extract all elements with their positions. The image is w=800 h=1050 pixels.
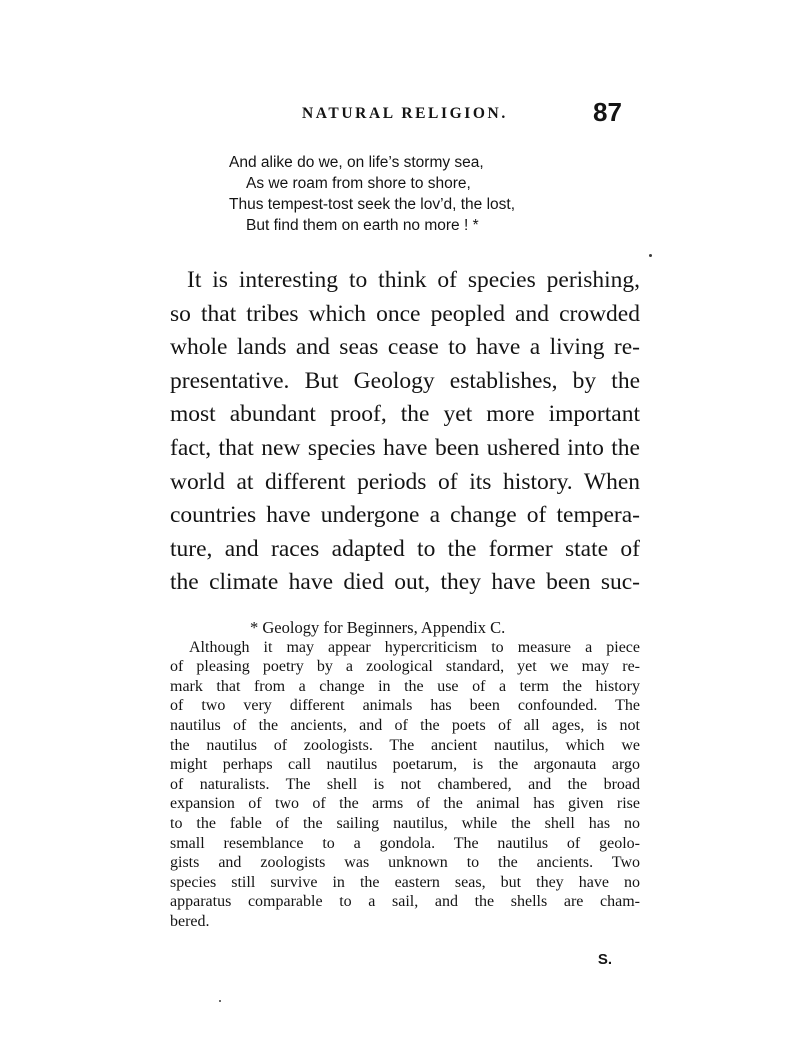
footnote-line: bered. <box>170 912 210 930</box>
footnote-line: expansion of two of the arms of the animal has given rise <box>170 795 640 813</box>
body-line: so that tribes which once peopled and crowded <box>170 300 640 327</box>
footnote-line: apparatus comparable to a sail, and the shells are cham- <box>170 893 640 911</box>
footnote-line: species still survive in the eastern seas, but they have no <box>170 873 640 891</box>
body-line: whole lands and seas cease to have a living re- <box>170 334 640 361</box>
footnote-block <box>170 618 640 968</box>
footnote-line: might perhaps call nautilus poetarum, is the argonauta argo <box>170 756 640 774</box>
verse-line: As we roam from shore to shore, <box>246 175 471 192</box>
verse-line: But find them on earth no more ! * <box>246 217 479 234</box>
body-line: the climate have died out, they have been suc- <box>170 569 640 596</box>
body-paragraph <box>170 264 640 600</box>
footnote-line: the nautilus of zoologists. The ancient nautilus, which we <box>170 736 640 754</box>
footnote-signature: S. <box>597 951 612 968</box>
running-title: NATURAL RELIGION. <box>302 105 508 122</box>
footnote-line: Although it may appear hypercriticism to measure a piece <box>189 638 640 656</box>
body-line: countries have undergone a change of tempera- <box>170 502 640 529</box>
footnote-line: nautilus of the ancients, and of the poets of all ages, is not <box>170 716 640 734</box>
verse-line: Thus tempest-tost seek the lov’d, the lost, <box>229 196 516 213</box>
footnote-line: gists and zoologists was unknown to the ancients. Two <box>170 854 640 872</box>
footnote-line: of pleasing poetry by a zoological standard, yet we may re- <box>170 658 640 676</box>
footnote-reference: * Geology for Beginners, Appendix C. <box>250 618 506 637</box>
body-line: world at different periods of its history. When <box>170 468 640 495</box>
footnote-line: mark that from a change in the use of a term the history <box>170 677 640 695</box>
body-line: ture, and races adapted to the former state of <box>170 535 640 562</box>
body-line: most abundant proof, the yet more important <box>170 401 640 428</box>
footnote-line: small resemblance to a gondola. The nautilus of geolo- <box>170 834 640 852</box>
footnote-line: to the fable of the sailing nautilus, while the shell has no <box>170 814 640 832</box>
body-line: presentative. But Geology establishes, by the <box>170 367 640 394</box>
page-number: 87 <box>593 97 622 127</box>
footnote-line: of two very different animals has been confounded. The <box>170 697 640 715</box>
body-line: fact, that new species have been ushered into the <box>170 434 640 461</box>
footnote-line: of naturalists. The shell is not chambered, and the broad <box>170 775 640 793</box>
verse-line: And alike do we, on life’s stormy sea, <box>229 154 484 171</box>
running-header <box>0 97 800 137</box>
body-line: It is interesting to think of species perishing, <box>187 267 640 293</box>
print-speck <box>649 254 652 257</box>
print-speck <box>219 1000 221 1002</box>
